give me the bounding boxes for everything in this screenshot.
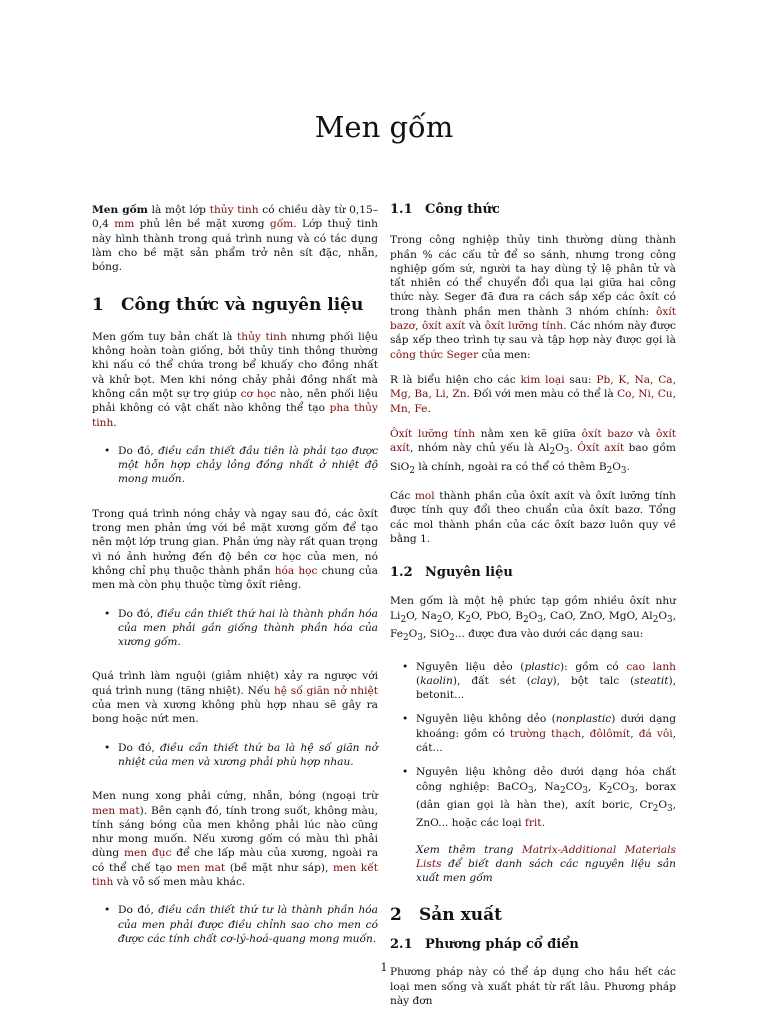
- intro-paragraph: Men gốm là một lớp thủy tinh có chiều dày từ 0,15–0,4 mm phủ lên bề mặt xương gốm. Lớp thuỷ tinh này hình thành trong quá trình nung và có tác dụng làm cho bề mặt sản phẩm trở nên sít đặc, nhẵn, bóng.: [92, 204, 379, 274]
- paragraph: Men nung xong phải cứng, nhẵn, bóng (ngoại trừ men mat). Bên cạnh đó, tính trong suốt, không màu, tính sáng bóng của men không phải lúc nào cũng như mong muốn. Nếu xương gốm có màu thì phải dùng men đục để che lấp màu của xương, ngoài ra có thể chế tạo men mat (bề mặt như sáp), men kết tinh và vô số men màu khác.: [92, 790, 379, 888]
- link-men-mat-2[interactable]: men mat: [176, 861, 226, 874]
- paragraph: Phương pháp này có thể áp dụng cho hầu hết các loại men sống và xuất phát từ rất lâu. Phương pháp này đơn: [390, 966, 676, 1007]
- link-mm[interactable]: mm: [114, 218, 135, 231]
- link-oxit-axit-3[interactable]: Ôxít axít: [577, 442, 625, 455]
- link-oxit-bazo-2[interactable]: ôxít bazơ: [581, 427, 633, 440]
- see-also-note: Xem thêm trang Matrix-Additional Materials Lists để biết danh sách các nguyên liệu sản xuất men gốm: [416, 843, 676, 885]
- link-thuy-tinh-2[interactable]: thủy tinh: [237, 330, 287, 343]
- paragraph: Các mol thành phần của ôxít axít và ôxít lưỡng tính được tính quy đổi theo chuẩn của ôxít bazơ. Tổng các mol thành phần của các ôxít bazơ luôn quy về bằng 1.: [390, 489, 676, 545]
- bullet-list: [92, 444, 378, 487]
- link-dolomit[interactable]: đôlômít: [589, 727, 631, 740]
- link-matrix-materials[interactable]: Matrix-Additional Materials Lists: [416, 843, 676, 871]
- section-heading-1: 1 Công thức và nguyên liệu: [92, 295, 364, 316]
- list-item: • Nguyên liệu không dẻo (nonplastic) dưới dạng khoáng: gồm có trường thạch, đôlômít, đá vôi, cát...: [402, 713, 676, 755]
- link-kim-loai[interactable]: kim loại: [520, 373, 565, 386]
- section-heading-2: 2 Sản xuất: [390, 904, 502, 925]
- subsection-heading-2-1: 2.1 Phương pháp cổ điển: [390, 936, 579, 952]
- list-item: • Nguyên liệu không dẻo dưới dạng hóa chất công nghiệp: BaCO$_3$, $Na_2CO_3$, $K_2CO_3$, borax (dân gian gọi là hàn the), axít boric, $Cr_2O_3$, ZnO... hoặc các loại frit.: [402, 766, 677, 830]
- link-frit[interactable]: frit: [524, 817, 542, 830]
- link-men-duc[interactable]: men đục: [123, 847, 172, 860]
- paragraph: R là biểu hiện cho các kim loại sau: Pb, K, Na, Ca, Mg, Ba, Li, Zn. Đối với men màu có thể là Co, Ni, Cu, Mn, Fe.: [390, 373, 676, 415]
- paragraph: Quá trình làm nguội (giảm nhiệt) xảy ra ngược với quá trình nung (tăng nhiệt). Nếu hệ số giãn nở nhiệt của men và xương không phù hợp nhau sẽ gây ra bong hoặc nứt men.: [92, 670, 378, 726]
- link-hoa-hoc[interactable]: hóa học: [274, 564, 318, 577]
- subsection-heading-1-1: 1.1 Công thức: [390, 202, 500, 217]
- page-title: Men gốm: [314, 110, 454, 144]
- bullet-list: [92, 903, 378, 946]
- link-metals-list[interactable]: Pb, K, Na, Ca, Mg, Ba, Li, Zn: [390, 373, 676, 401]
- list-item: • Do đó, điều cần thiết thứ hai là thành phần hóa của men phải gần giống thành phần hóa của xương gốm.: [104, 607, 378, 649]
- paragraph: Ôxít lưỡng tính nằm xen kẽ giữa ôxít bazơ và ôxít axít, nhóm này chủ yếu là $Al_2O_3$. Ôxít axít bao gồm SiO$_2$ là chính, ngoài ra có thể có thêm $B_2O_3$.: [390, 427, 676, 476]
- bullet-list: [92, 741, 378, 770]
- link-men-mat[interactable]: men mat: [92, 804, 140, 817]
- list-item: • Nguyên liệu dẻo (plastic): gồm có cao lanh (kaolin), đất sét (clay), bột talc (steatit), betonit...: [402, 660, 676, 702]
- link-thuy-tinh[interactable]: thủy tinh: [209, 204, 259, 216]
- link-truong-thach[interactable]: trường thạch: [509, 727, 582, 740]
- link-co-hoc[interactable]: cơ học: [240, 387, 277, 400]
- link-he-so-gian-no-nhiet[interactable]: hệ số giãn nở nhiệt: [273, 684, 378, 697]
- link-mol[interactable]: mol: [414, 489, 435, 502]
- link-men-ket-tinh[interactable]: men kết tinh: [92, 861, 379, 888]
- paragraph: Trong quá trình nóng chảy và ngay sau đó, các ôxít trong men phản ứng với bề mặt xương gốm để tạo nên một lớp trung gian. Phản ứng này rất quan trọng vì nó ảnh hưởng đến độ bền cơ học của men, nó không chỉ phụ thuộc thành phần hóa học chung của men mà còn phụ thuộc từng ôxít riêng.: [92, 507, 378, 592]
- right-column: [390, 203, 676, 1019]
- bullet-list: [92, 607, 378, 650]
- subsection-heading-1-2: 1.2 Nguyên liệu: [390, 565, 513, 581]
- link-color-metals[interactable]: Co, Ni, Cu, Mn, Fe: [390, 388, 676, 415]
- link-cao-lanh[interactable]: cao lanh: [626, 660, 676, 673]
- paragraph: Men gốm tuy bản chất là thủy tinh nhưng phối liệu không hoàn toàn giống, bởi thủy tinh thông thường khi nấu có thể chứa trong bể khuấy cho đồng nhất và khử bọt. Men khi nóng chảy phải đồng nhất mà không cần một sự trợ giúp cơ học nào, nên phối liệu phải không có vật chất nào không thể tạo pha thủy tinh.: [92, 330, 378, 429]
- link-cong-thuc-seger[interactable]: công thức Seger: [390, 348, 479, 361]
- link-pha-thuy-tinh[interactable]: pha thủy tinh: [92, 402, 378, 429]
- left-column: [92, 203, 378, 956]
- bullet-list: [390, 660, 676, 831]
- link-oxit-bazo[interactable]: ôxít bazơ: [390, 305, 676, 333]
- paragraph: Men gốm là một hệ phức tạp gồm nhiều ôxít như $Li_2O$, $Na_2O$, $K_2O$, PbO, $B_2O_3$, CaO, ZnO, MgO, $Al_2O_3$, $Fe_2O_3$, SiO$_2$... được đưa vào dưới các dạng sau:: [390, 595, 676, 644]
- list-item: • Do đó, điều cần thiết thứ tư là thành phần hóa của men phải được điều chỉnh sao cho men có được các tính chất cơ-lý-hoá-quang mong muốn.: [104, 904, 379, 945]
- link-oxit-axit[interactable]: ôxít axít: [421, 320, 466, 333]
- link-da-voi[interactable]: đá vôi: [638, 727, 673, 740]
- page-number: 1: [380, 961, 388, 974]
- link-oxit-luong-tinh-2[interactable]: Ôxít lưỡng tính: [390, 427, 476, 440]
- link-oxit-luong-tinh[interactable]: ôxít lưỡng tính: [484, 320, 564, 333]
- term-men-gom: Men gốm: [92, 204, 148, 216]
- list-item: • Do đó, điều cần thiết thứ ba là hệ số giãn nở nhiệt của men và xương phải phù hợp nhau.: [104, 741, 378, 768]
- link-gom[interactable]: gốm: [269, 218, 294, 231]
- list-item: • Do đó, điều cần thiết đầu tiên là phải tạo được một hỗn hợp chảy lỏng đồng nhất ở nhiệt độ mong muốn.: [104, 444, 379, 486]
- link-oxit-axit-2[interactable]: ôxít axít: [390, 427, 676, 455]
- paragraph: Trong công nghiệp thủy tinh thường dùng thành phần % các cấu tử để so sánh, nhưng trong công nghiệp gốm sứ, người ta hay dùng tỷ lệ phân tử và tất nhiên có thể chuyển đổi qua lại giữa hai công thức này. Seger đã đưa ra cách sắp xếp các ôxít có trong thành phần men thành 3 nhóm chính: ôxít bazơ, ôxít axít và ôxít lưỡng tính. Các nhóm này được sắp xếp theo trình tự sau và tập hợp này được gọi là công thức Seger của men:: [390, 234, 676, 361]
